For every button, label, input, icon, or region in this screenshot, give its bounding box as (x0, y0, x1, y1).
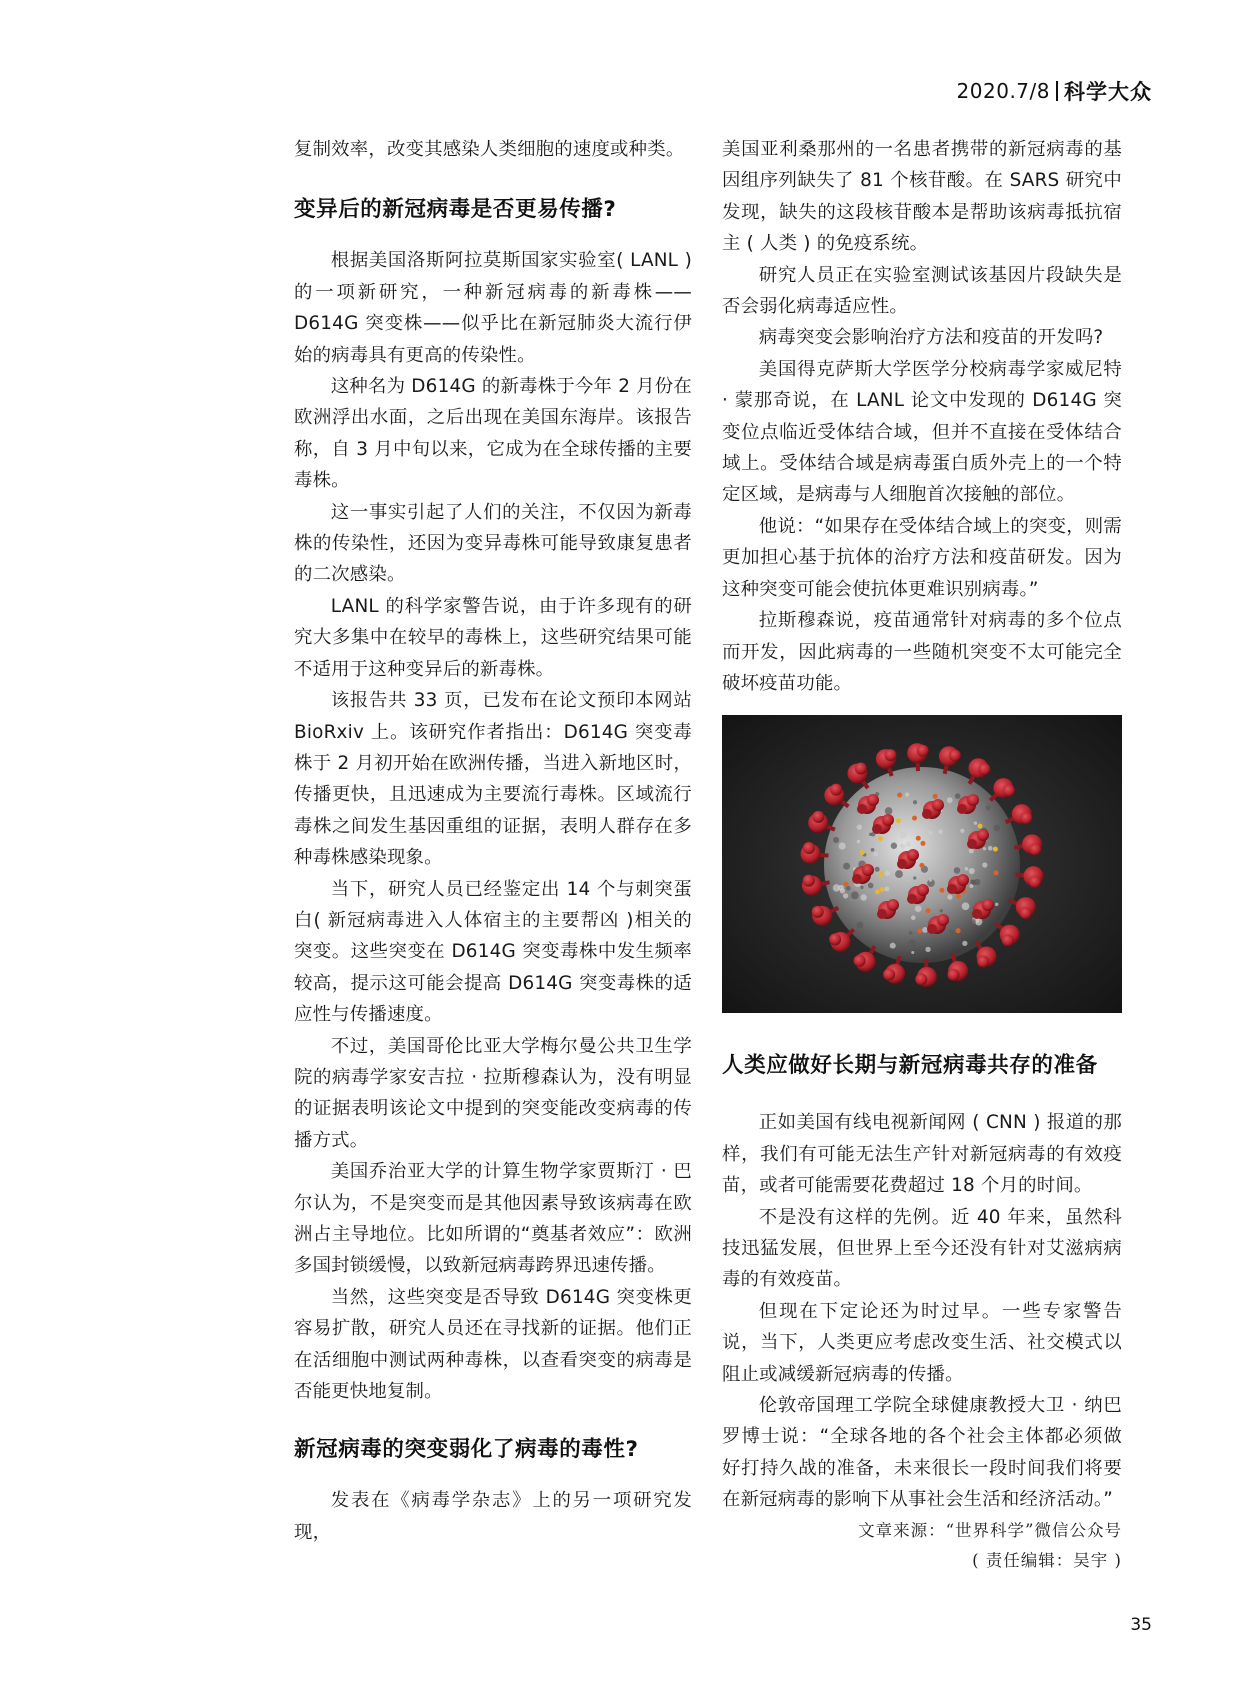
paragraph: 美国得克萨斯大学医学分校病毒学家威尼特 · 蒙那奇说，在 LANL 论文中发现的 D614G 突变位点临近受体结合域，但并不直接在受体结合域上。受体结合域是病毒蛋白质外壳上的一个特定区域，是病毒与人细胞首次接触的部位。 (722, 358, 1122, 506)
section-heading: 新冠病毒的突变弱化了病毒的毒性? (294, 1437, 639, 1463)
paragraph: 不是没有这样的先例。近 40 年来，虽然科技迅猛发展，但世界上至今还没有针对艾滋病病毒的有效疫苗。 (722, 1206, 1122, 1291)
paragraph: LANL 的科学家警告说，由于许多现有的研究大多集中在较早的毒株上，这些研究结果可能不适用于这种变异后的新毒株。 (294, 595, 692, 680)
issue-date: 2020.7/8 (956, 79, 1050, 103)
responsible-editor: ( 责任编辑：吴宇 ) (972, 1550, 1122, 1570)
coronavirus-illustration (722, 715, 1122, 1013)
page-header (957, 76, 1152, 106)
paragraph: 研究人员正在实验室测试该基因片段缺失是否会弱化病毒适应性。 (722, 264, 1122, 318)
paragraph: 病毒突变会影响治疗方法和疫苗的开发吗? (758, 327, 1104, 349)
section-heading: 变异后的新冠病毒是否更易传播? (294, 197, 617, 223)
paragraph: 正如美国有线电视新闻网 ( CNN ) 报道的那样，我们有可能无法生产针对新冠病毒的有效疫苗，或者可能需要花费超过 18 个月的时间。 (722, 1112, 1122, 1197)
paragraph: 这一事实引起了人们的关注，不仅因为新毒株的传染性，还因为变异毒株可能导致康复患者的二次感染。 (294, 501, 692, 586)
left-column (294, 134, 692, 1548)
page-number: 35 (1130, 1615, 1152, 1635)
magazine-logo: 科学大众 (1064, 79, 1152, 104)
paragraph: 但现在下定论还为时过早。一些专家警告说，当下，人类更应考虑改变生活、社交模式以阻止或减缓新冠病毒的传播。 (722, 1300, 1122, 1385)
paragraph: 美国亚利桑那州的一名患者携带的新冠病毒的基因组序列缺失了 81 个核苷酸。在 SARS 研究中发现，缺失的这段核苷酸本是帮助该病毒抵抗宿主 ( 人类 ) 的免疫系统。 (722, 139, 1122, 255)
right-column (722, 134, 1122, 1576)
paragraph: 美国乔治亚大学的计算生物学家贾斯汀 · 巴尔认为，不是突变而是其他因素导致该病毒在欧洲占主导地位。比如所谓的“奠基者效应”：欧洲多国封锁缓慢，以致新冠病毒跨界迅速传播。 (294, 1161, 692, 1277)
paragraph: 不过，美国哥伦比亚大学梅尔曼公共卫生学院的病毒学家安吉拉 · 拉斯穆森认为，没有明显的证据表明该论文中提到的突变能改变病毒的传播方式。 (294, 1035, 692, 1151)
paragraph: 这种名为 D614G 的新毒株于今年 2 月份在欧洲浮出水面，之后出现在美国东海岸。该报告称，自 3 月中旬以来，它成为在全球传播的主要毒株。 (294, 376, 692, 492)
paragraph: 拉斯穆森说，疫苗通常针对病毒的多个位点而开发，因此病毒的一些随机突变不太可能完全破坏疫苗功能。 (722, 610, 1122, 694)
paragraph: 根据美国洛斯阿拉莫斯国家实验室( LANL )的一项新研究，一种新冠病毒的新毒株——D614G 突变株——似乎比在新冠肺炎大流行伊始的病毒具有更高的传染性。 (294, 250, 692, 366)
paragraph: 该报告共 33 页，已发布在论文预印本网站 BioRxiv 上。该研究作者指出：D614G 突变毒株于 2 月初开始在欧洲传播，当进入新地区时，传播更快，且迅速成为主要流行毒株。区域流行毒株之间发生基因重组的证据，表明人群存在多种毒株感染现象。 (294, 690, 692, 869)
header-divider (1056, 81, 1058, 101)
paragraph: 他说：“如果存在受体结合域上的突变，则需更加担心基于抗体的治疗方法和疫苗研发。因为这种突变可能会使抗体更难识别病毒。” (722, 515, 1122, 600)
article-source: 文章来源：“世界科学”微信公众号 (858, 1520, 1122, 1540)
paragraph: 伦敦帝国理工学院全球健康教授大卫 · 纳巴罗博士说：“全球各地的各个社会主体都必须做好打持久战的准备，未来很长一段时间我们将要在新冠病毒的影响下从事社会生活和经济活动。” (722, 1394, 1122, 1511)
paragraph: 复制效率，改变其感染人类细胞的速度或种类。 (294, 139, 685, 160)
section-heading: 人类应做好长期与新冠病毒共存的准备 (722, 1053, 1098, 1079)
paragraph: 发表在《病毒学杂志》上的另一项研究发现， (294, 1490, 692, 1543)
paragraph: 当然，这些突变是否导致 D614G 突变株更容易扩散，研究人员还在寻找新的证据。他们正在活细胞中测试两种毒株，以查看突变的病毒是否能更快地复制。 (294, 1286, 692, 1403)
paragraph: 当下，研究人员已经鉴定出 14 个与刺突蛋白( 新冠病毒进入人体宿主的主要帮凶 )相关的突变。这些突变在 D614G 突变毒株中发生频率较高，提示这可能会提高 D614G 突变毒株的适应性与传播速度。 (294, 878, 692, 1026)
